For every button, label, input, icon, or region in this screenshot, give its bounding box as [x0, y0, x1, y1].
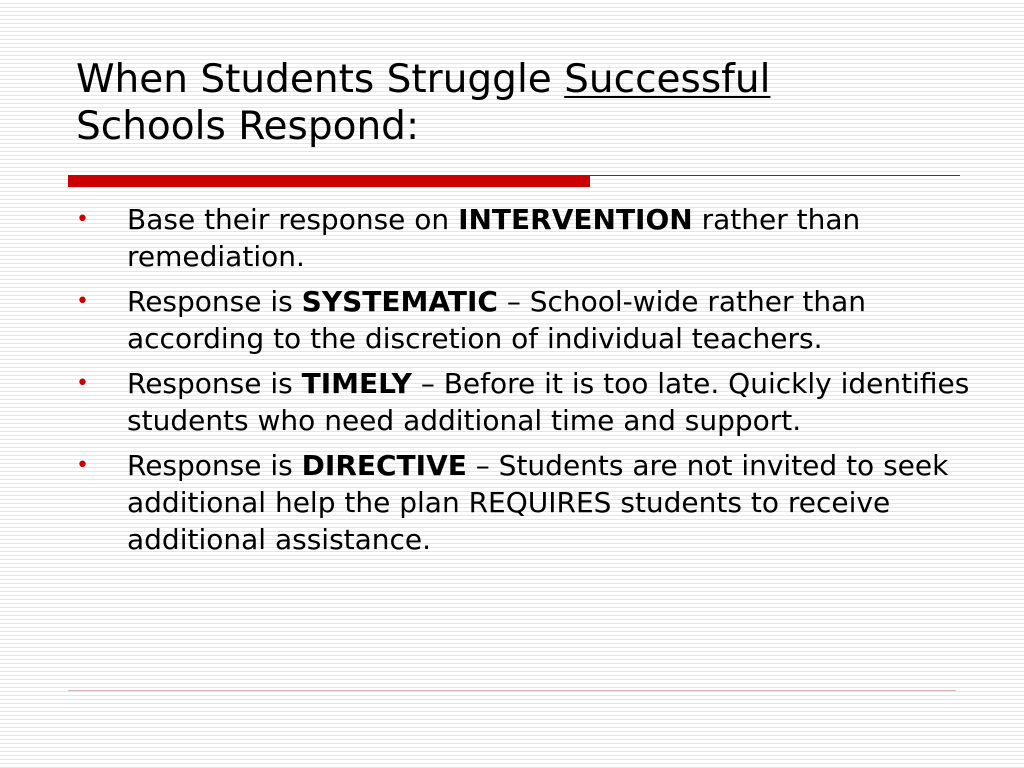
- title-divider-thick: [68, 175, 590, 187]
- bullet-icon: •: [76, 289, 89, 314]
- bullet-item-timely: [76, 365, 976, 439]
- bullet-text-emphasis: INTERVENTION: [458, 203, 693, 236]
- bullet-item-intervention: [76, 201, 976, 275]
- bullet-icon: •: [76, 371, 89, 396]
- bullet-icon: •: [76, 207, 89, 232]
- bullet-text-emphasis: TIMELY: [301, 367, 412, 400]
- slide-title: [76, 56, 976, 150]
- bullet-text-prefix: Response is: [127, 285, 302, 318]
- footer-divider: [68, 690, 956, 691]
- bullet-list: [76, 201, 976, 566]
- bullet-text-suffix: – School-wide rather than according to the discretion of individual teachers.: [127, 285, 867, 355]
- bullet-text-prefix: Base their response on: [127, 203, 459, 236]
- bullet-text-suffix: rather than remediation.: [127, 203, 861, 273]
- title-divider-thin: [590, 175, 960, 176]
- bullet-text-prefix: Response is: [127, 449, 302, 482]
- bullet-item-directive: [76, 447, 976, 558]
- bullet-text-prefix: Response is: [127, 367, 302, 400]
- bullet-item-systematic: [76, 283, 976, 357]
- title-part-1: When Students Struggle: [76, 57, 565, 102]
- bullet-icon: •: [76, 453, 89, 478]
- title-part-2: Schools Respond:: [76, 104, 420, 149]
- bullet-text-emphasis: DIRECTIVE: [301, 449, 467, 482]
- bullet-text-suffix: – Before it is too late. Quickly identifies students who need additional time and support.: [127, 367, 970, 437]
- bullet-text-emphasis: SYSTEMATIC: [301, 285, 498, 318]
- title-underlined-word: Successful: [564, 57, 771, 102]
- bullet-text-suffix: – Students are not invited to seek additional help the plan REQUIRES students to receive additional assistance.: [127, 449, 949, 556]
